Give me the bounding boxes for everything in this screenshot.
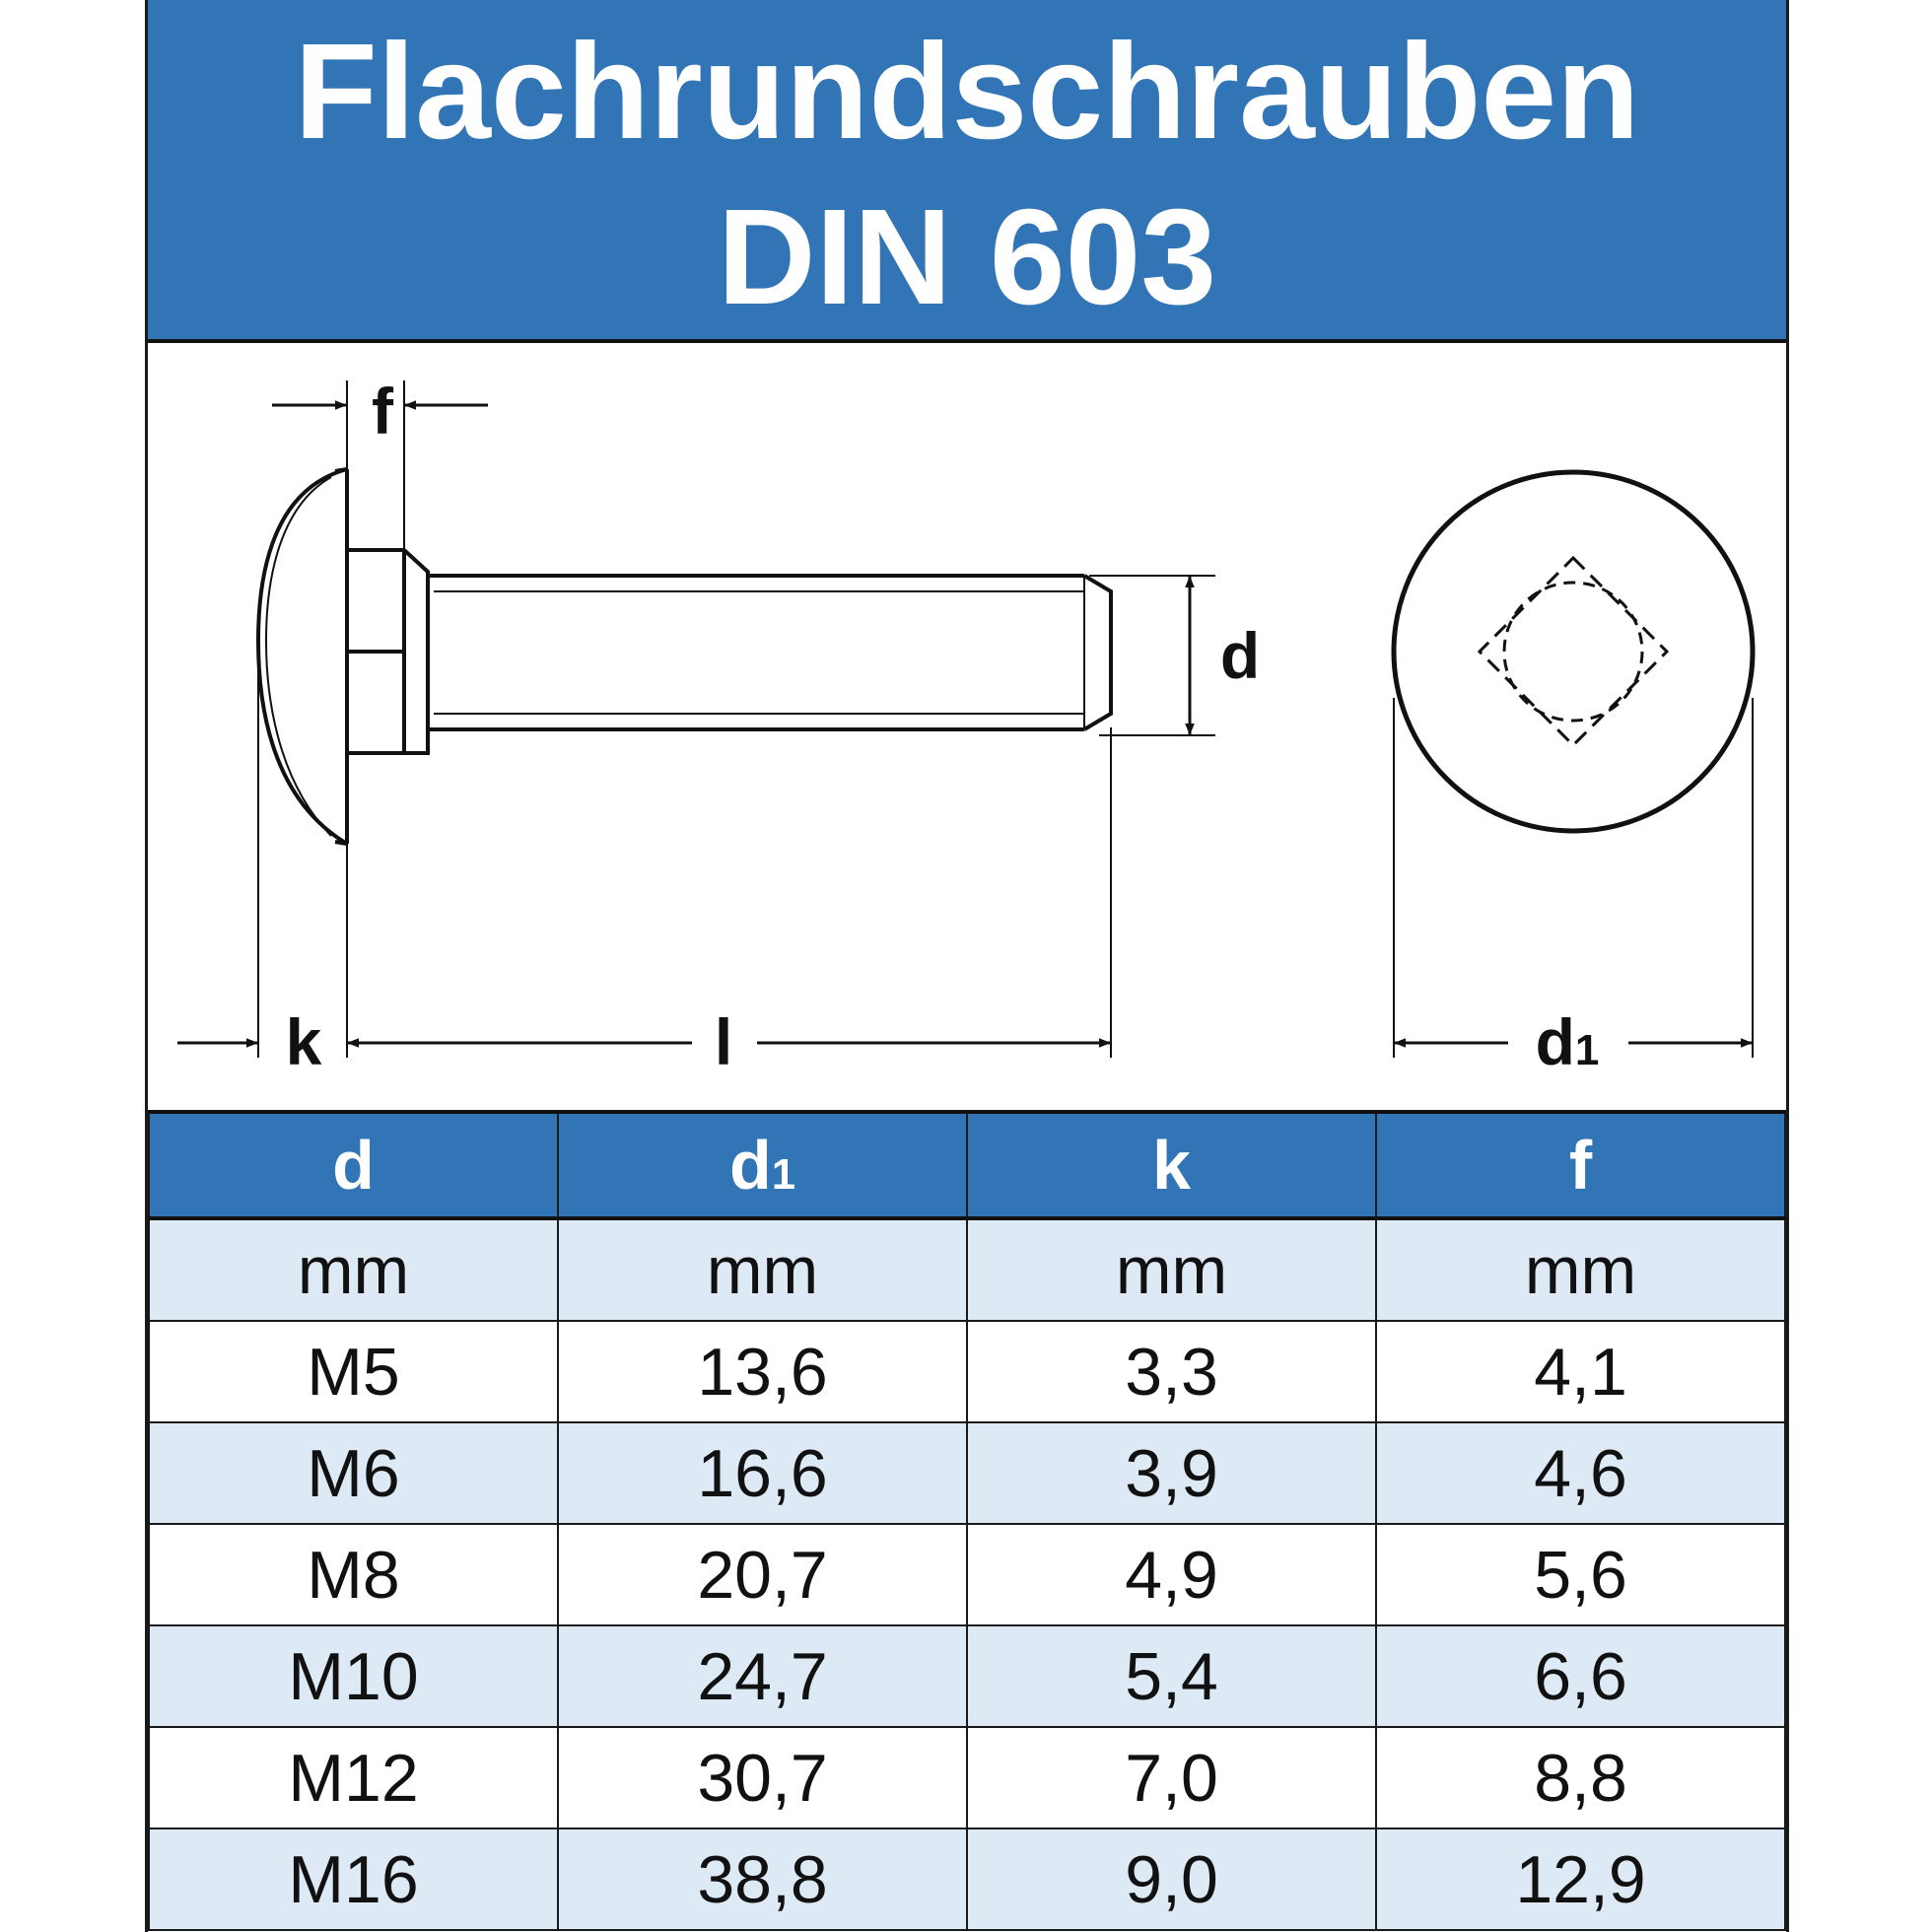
cell-d1: 20,7 <box>558 1524 967 1625</box>
bolt-head-dome <box>258 469 347 844</box>
cell-d1: 16,6 <box>558 1422 967 1524</box>
cell-f: 4,6 <box>1376 1422 1785 1524</box>
unit-cell: mm <box>967 1218 1376 1321</box>
dimension-table <box>148 1110 1786 1931</box>
column-header-d1: d1 <box>558 1112 967 1218</box>
units-row <box>149 1218 1785 1321</box>
table-row <box>149 1321 1785 1422</box>
unit-cell: mm <box>149 1218 558 1321</box>
cell-f: 8,8 <box>1376 1727 1785 1828</box>
product-title: Flachrundschrauben <box>294 16 1640 168</box>
cell-d: M5 <box>149 1321 558 1422</box>
square-neck-hidden <box>1480 558 1667 745</box>
table-row <box>149 1828 1785 1930</box>
table-row <box>149 1524 1785 1625</box>
dimension-k-l <box>177 649 1111 1058</box>
cell-k: 9,0 <box>967 1828 1376 1930</box>
cell-k: 3,3 <box>967 1321 1376 1422</box>
cell-d1: 38,8 <box>558 1828 967 1930</box>
cell-d: M10 <box>149 1625 558 1727</box>
cell-k: 4,9 <box>967 1524 1376 1625</box>
standard-number: DIN 603 <box>717 181 1217 333</box>
column-header-k: k <box>967 1112 1376 1218</box>
label-f: f <box>372 375 393 448</box>
label-d: d <box>1219 619 1261 692</box>
bolt-tip <box>1084 576 1111 729</box>
cell-d: M6 <box>149 1422 558 1524</box>
title-banner <box>148 0 1786 343</box>
cell-k: 7,0 <box>967 1727 1376 1828</box>
spec-sheet <box>145 0 1789 1932</box>
table-header-row <box>149 1112 1785 1218</box>
technical-drawing <box>148 343 1786 1110</box>
head-circle <box>1394 472 1753 831</box>
table-row <box>149 1727 1785 1828</box>
unit-cell: mm <box>1376 1218 1785 1321</box>
label-l: l <box>714 1005 733 1078</box>
label-k: k <box>285 1005 322 1078</box>
cell-k: 3,9 <box>967 1422 1376 1524</box>
bolt-side-view <box>258 469 1111 844</box>
cell-f: 5,6 <box>1376 1524 1785 1625</box>
cell-d1: 13,6 <box>558 1321 967 1422</box>
cell-d1: 30,7 <box>558 1727 967 1828</box>
column-header-d: d <box>149 1112 558 1218</box>
cell-f: 6,6 <box>1376 1625 1785 1727</box>
bolt-top-view <box>1394 472 1753 831</box>
label-d1: d1 <box>1535 1005 1600 1078</box>
cell-f: 4,1 <box>1376 1321 1785 1422</box>
table-row <box>149 1625 1785 1727</box>
cell-d1: 24,7 <box>558 1625 967 1727</box>
unit-cell: mm <box>558 1218 967 1321</box>
dimension-d1 <box>1394 698 1753 1058</box>
table-row <box>149 1422 1785 1524</box>
column-header-f: f <box>1376 1112 1785 1218</box>
shank-circle-hidden <box>1504 583 1642 721</box>
cell-k: 5,4 <box>967 1625 1376 1727</box>
cell-d: M8 <box>149 1524 558 1625</box>
screw-drawing-svg <box>148 343 1786 1110</box>
cell-d: M12 <box>149 1727 558 1828</box>
cell-d: M16 <box>149 1828 558 1930</box>
cell-f: 12,9 <box>1376 1828 1785 1930</box>
dimension-d <box>1089 576 1215 735</box>
